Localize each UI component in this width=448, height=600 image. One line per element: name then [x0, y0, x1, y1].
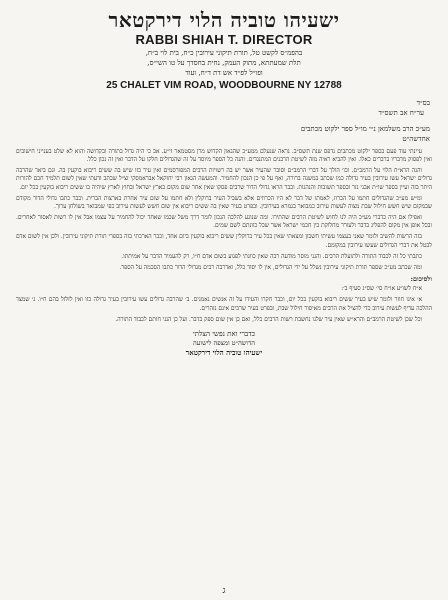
recipient-line: מע״כ הרב משלמאן נ״י מו״ל ספר ילקוט מכתבים [300, 125, 430, 133]
date-header: בס״ד [416, 99, 430, 107]
body-paragraph: בזה הרשות להשיב ולומר שאני בעצמי עשיתי חשבון ומצאתי שאין בכל עיר ברוקלין ששים ריבוא בוקעין ביום אחד, וכבר הארכתי בזה בספרי תורת תיקוני עירובין. ולכן אין לשום אדם לבטל את דברי הגדולים שעשו עירובין במקומם. [16, 234, 432, 249]
body-paragraph: ומ״ש מע״כ שהגדולים חתמו על הכרוז, לאמתו של דבר לא היו הכרוזים אלא בשביל העיר ברוקלין ולא חתמו על שום עיר אחרת בארצות הברית. וכבר כתבו גדולי הדור מקודם שבמקום שיש חשש חילול שבת מצוה לעשות עירוב כמבואר בגמרא בעירובין. ובפרט בעיר שאין בה ששים ריבוא אין שום חשש לעשות עירוב כפי שמבואר בשולחן ערוך. [16, 195, 432, 210]
summary-paragraph: א״ח לשו״ע או״ח סי׳ שס״ג סעיף ב׳: [341, 286, 422, 293]
letterhead [16, 8, 432, 92]
closing-blessing: הדושה״ט ומצפה לישועה [193, 338, 255, 347]
body-paragraph: ומה שכתב מע״כ שספר תורת תיקוני עירובין נשלל על ידי הגדולים, אין לו יסוד כלל, ואדרבה רבים מגדולי הדור כתבו הסכמה על הספר. [119, 264, 422, 271]
subtitle-line-3: ופו״ל לפ״ד אש דת ד״ח, ועוד [185, 69, 263, 77]
subtitle-line-2: תלת שמעתתא, מתוק העמק, נחית בחסדך על טו השי״ס, [147, 59, 301, 67]
body-paragraph: ואפילו אם היה כדברי מע״כ היה לנו לחוש לשיטת הרבים שהתירו. ומה שנוגע להלכה הנכון לומר דרך משל שכמו שאחד יכול להחמיר על עצמו אבל אין לו רשות לאסור לאחרים. ובכל אופן אין מקום להפליג בדבר ולעורר מחלוקת בין חכמי ישראל אשר שכל כוונתם לשם שמים. [16, 215, 432, 230]
address: 25 CHALET VIM ROAD, WOODBOURNE NY 12788 [106, 80, 342, 91]
summary-heading: ולסיכום: [410, 275, 432, 284]
body-paragraph: עיינתי עוד פעם בספר ילקוט מכתבים נדפס שנת תשס״ב. נראה שנעלם ממע״כ שהגאון הקדוש מרן מסטמאר זי״ע. אכ כי היה גדול בתורה ובקדושה והוא לא שלט בענייני חישובים ואין לפסוק מדבריו ברברים כאלו. ואין להביא ראיה מזה לשיטת הרבנים המתנגדים. והנה כל הספר מיוסד על זה שהגדולים חלקו על הדבר ואין זה נכון כלל. [16, 149, 432, 164]
summary-paragraph: א׳ אינו חוזר ולומר שיש בעיר ששים ריבוא בוקעין בכל יום, וכבר חקרו והעידו על זה אנשים נאמנים. ב׳ שהרבה גדולים עשו עירובין בעיר גדולה כזו ואין לזלזל בהם ח״ו. ג׳ שמצד ההלכה עדיף לעשות עירוב כדי להציל את הרבים מאיסור חילול שבת, ובפרט בעיר שרבים אינם נזהרים. [16, 297, 432, 312]
english-name: RABBI SHIAH T. DIRECTOR [135, 32, 313, 47]
summary-paragraph: וכל שכן לשיטת הרמב״ם והרא״ש שאין עיר שלנו נחשבת רשות הרבים כלל, ואם כן אין שום ספק בדבר. ועל כן הנני חותם לכבוד התורה. [115, 316, 422, 323]
letter-body [16, 148, 432, 324]
page-number: ג [222, 586, 226, 596]
subtitle-line-1: בהפמ״ס לקשט טל, תורת תיקוני עירובין כ״ח, בית לוי ב״ח, [145, 49, 303, 57]
greeting-line: אחדשה״ט [402, 135, 430, 143]
date-line: ער״ח אב תשס״ד [378, 109, 424, 117]
closing-line: כדברי ואת נפשי הצלתי [192, 329, 256, 338]
letter-meta [16, 98, 432, 144]
body-paragraph: והנה הרא״ח הלוי על הרמב״ם. וכו׳ הולך על דברי הרמב״ם וסובר שהעיר אשר יש בה רשויות הרבים המפורסמים ואין עיר כזו שיש בה ששים ריבוא בוקעין בה. וגם ביאר שהרבה גדולים ישראל עשו עירובין בעיר גדולה כמו שכתב במשנה ברורה, ואף על פי כן הנכון להחמיר. והמעשה הגאון רבי יחזקאל אבראמסקי זצ״ל שכתב ודעתי שאין לשום תלמיד חכם להורות היתר בזה ועיין בספר שו״ת אבני נזר ובספר תשובות והנהגות. וכבר הראו גדולי הדור שרבים פסקו שאין אחר שום מקום בארץ ישראל ובחוץ לארץ שיהיה בו ששים ריבוא בוקעין בכל יום. [16, 168, 432, 191]
signature-block [16, 330, 432, 357]
body-paragraph: כתבתי כל זה לכבוד התורה ולתועלת הרבים. והנני מוסר מודעה רבה שאין כוונתי לפגוע בשום אדם ח״ו, רק להעמיד הדבר על אמיתתו. [121, 253, 422, 260]
signature-name: ישעיהו טוביה הלוי דירקטאר [185, 347, 263, 357]
hebrew-name: ישעיהו טוביה הלוי דירקטאר [108, 8, 340, 32]
